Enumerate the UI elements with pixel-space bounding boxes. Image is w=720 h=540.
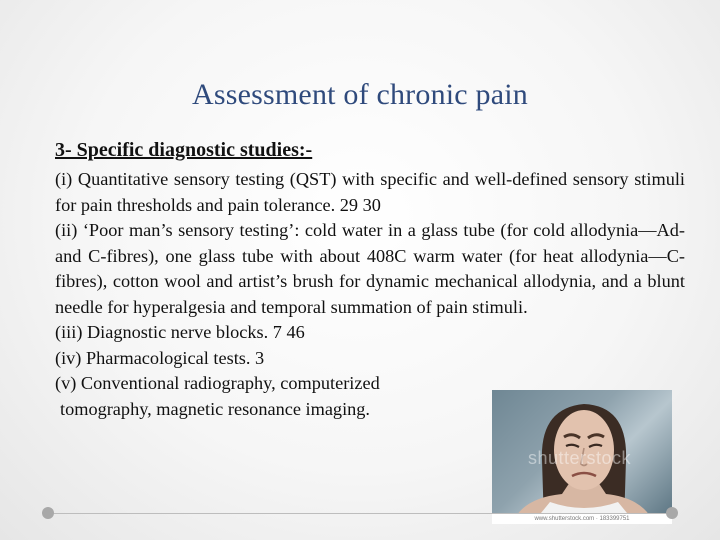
list-item: (iii) Diagnostic nerve blocks. 7 46 bbox=[55, 322, 305, 342]
footer-dot-left bbox=[42, 507, 54, 519]
photo-caption: www.shutterstock.com · 183399751 bbox=[492, 514, 672, 524]
woman-in-pain-photo bbox=[492, 390, 672, 524]
list-item: (iv) Pharmacological tests. 3 bbox=[55, 347, 265, 368]
list-item: (i) Quantitative sensory testing (QST) with specific and well-defined sensory stimuli for pain thresholds and pain tolerance. 29 30 bbox=[55, 169, 685, 215]
section-heading: 3- Specific diagnostic studies:- bbox=[55, 139, 313, 161]
body-text bbox=[55, 167, 685, 422]
watermark-text: shutterstock bbox=[528, 448, 632, 468]
list-item: (ii) ‘Poor man’s sensory testing’: cold water in a glass tube (for cold allodynia—Ad- and C-fibres), one glass tube with about 408C warm water (for heat allodynia—C-fibres), cotton wool and artist’s brush for dynamic mechanical allodynia, and a blunt needle for hyperalgesia and temporal summation of pain stimuli. bbox=[55, 220, 685, 317]
list-item: tomography, magnetic resonance imaging. bbox=[60, 398, 371, 419]
list-item: (v) Conventional radiography, computerized bbox=[55, 373, 380, 393]
slide-title: Assessment of chronic pain bbox=[192, 78, 528, 111]
footer-divider bbox=[48, 513, 672, 514]
footer-dot-right bbox=[666, 507, 678, 519]
